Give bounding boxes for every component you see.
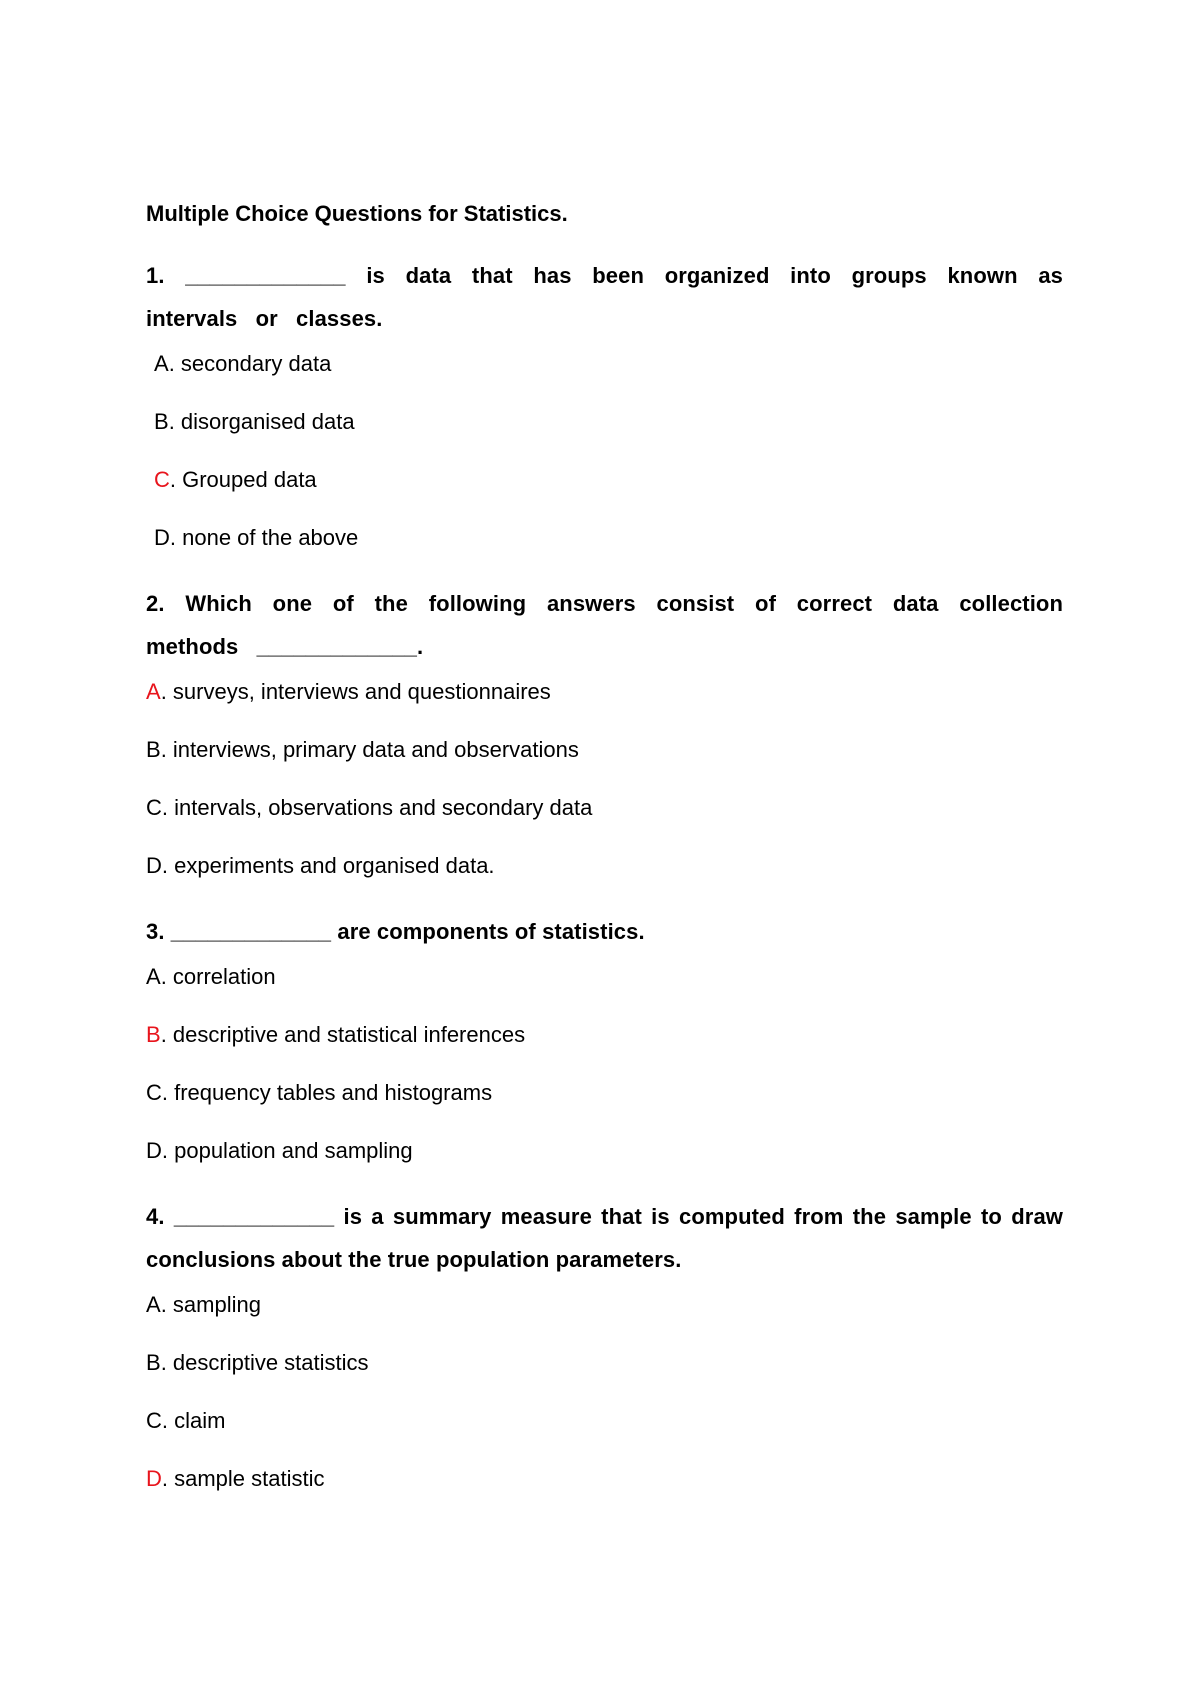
- option-a: [146, 1291, 1063, 1319]
- option-letter: B: [146, 737, 161, 762]
- question-block-3: [146, 910, 1063, 1165]
- option-text: . experiments and organised data.: [161, 853, 495, 878]
- question-block-4: [146, 1195, 1063, 1493]
- option-letter: C: [146, 1408, 162, 1433]
- option-text: . sampling: [160, 1292, 261, 1317]
- question-number: 3.: [146, 919, 165, 944]
- question-text: Which one of the following answers consist of correct data collection methods _____________.: [146, 591, 1063, 659]
- option-a: [146, 963, 1063, 991]
- option-b: [146, 408, 1063, 436]
- option-letter: C: [146, 1080, 162, 1105]
- question-number: 2.: [146, 591, 165, 616]
- option-a: [146, 678, 1063, 706]
- option-c: [146, 466, 1063, 494]
- option-letter: A: [146, 964, 161, 989]
- option-c: [146, 794, 1063, 822]
- option-b: [146, 1349, 1063, 1377]
- option-letter: A: [154, 351, 169, 376]
- question-number: 1.: [146, 263, 165, 288]
- question-block-1: [146, 254, 1063, 552]
- option-text: . Grouped data: [169, 467, 317, 492]
- option-d: [146, 524, 1063, 552]
- option-c: [146, 1079, 1063, 1107]
- option-text: . frequency tables and histograms: [161, 1080, 493, 1105]
- question-3: [146, 910, 1063, 953]
- option-text: . sample statistic: [161, 1466, 325, 1491]
- option-text: . secondary data: [168, 351, 332, 376]
- option-d: [146, 1465, 1063, 1493]
- question-text: _____________ are components of statistics.: [170, 919, 645, 944]
- option-letter-correct: C: [154, 467, 170, 492]
- option-text: . population and sampling: [161, 1138, 413, 1163]
- option-letter-correct: D: [146, 1466, 162, 1491]
- option-letter: D: [154, 525, 170, 550]
- option-text: . intervals, observations and secondary data: [161, 795, 593, 820]
- option-letter: B: [146, 1350, 161, 1375]
- question-block-2: [146, 582, 1063, 880]
- option-b: [146, 1021, 1063, 1049]
- option-text: . descriptive and statistical inferences: [160, 1022, 526, 1047]
- option-d: [146, 852, 1063, 880]
- document-title: Multiple Choice Questions for Statistics.: [146, 201, 568, 226]
- option-letter-correct: B: [146, 1022, 161, 1047]
- option-letter: B: [154, 409, 169, 434]
- option-text: . correlation: [160, 964, 276, 989]
- question-text: _____________ is data that has been organized into groups known as intervals or classes.: [146, 263, 1063, 331]
- question-text: _____________ is a summary measure that is computed from the sample to draw conclusions about the true population parameters.: [146, 1204, 1063, 1272]
- option-text: . surveys, interviews and questionnaires: [160, 679, 551, 704]
- option-c: [146, 1407, 1063, 1435]
- option-letter: D: [146, 1138, 162, 1163]
- option-text: . interviews, primary data and observations: [160, 737, 579, 762]
- option-letter: C: [146, 795, 162, 820]
- option-d: [146, 1137, 1063, 1165]
- question-number: 4.: [146, 1204, 165, 1229]
- option-text: . disorganised data: [168, 409, 355, 434]
- option-text: . claim: [161, 1408, 226, 1433]
- option-b: [146, 736, 1063, 764]
- option-text: . descriptive statistics: [160, 1350, 369, 1375]
- option-letter: A: [146, 1292, 161, 1317]
- option-letter-correct: A: [146, 679, 161, 704]
- question-2: [146, 582, 1063, 668]
- question-4: [146, 1195, 1063, 1281]
- option-letter: D: [146, 853, 162, 878]
- option-a: [146, 350, 1063, 378]
- document-page: [146, 200, 1063, 1493]
- option-text: . none of the above: [169, 525, 359, 550]
- question-1: [146, 254, 1063, 340]
